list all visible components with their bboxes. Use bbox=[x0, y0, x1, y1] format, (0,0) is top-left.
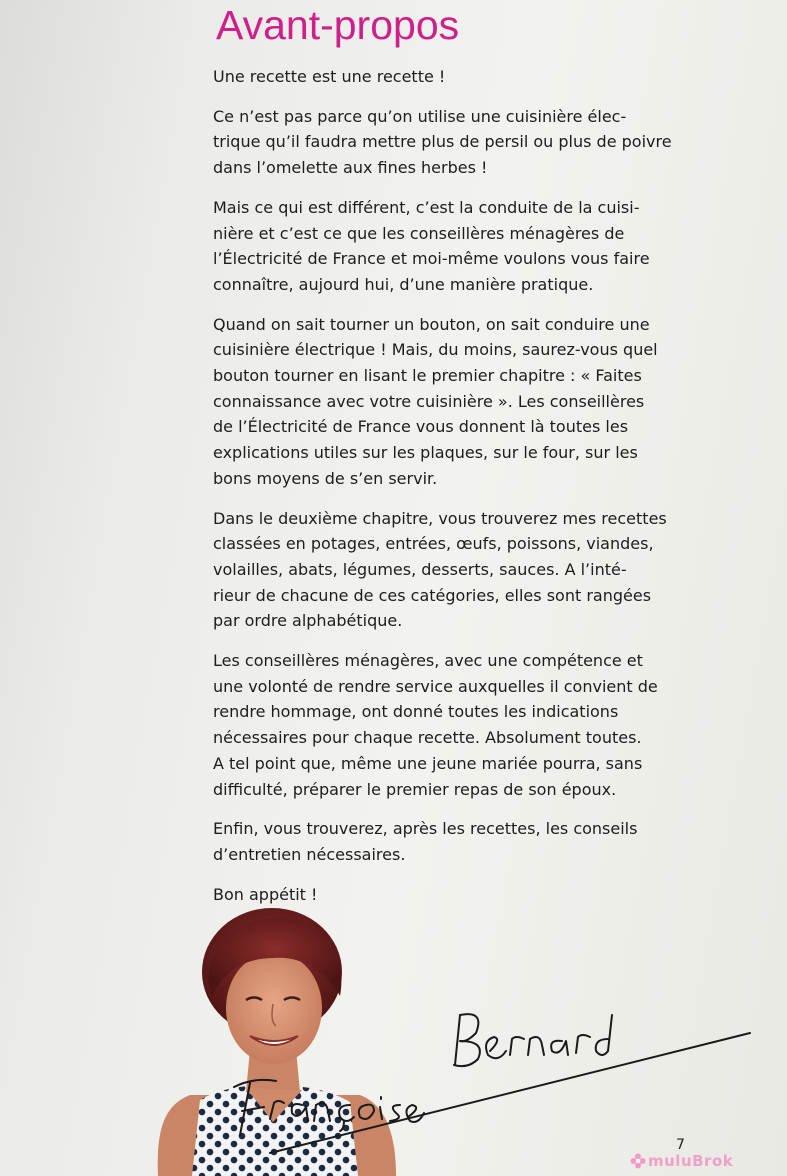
paragraph-7: Enfin, vous trouverez, après les recettes, les conseils d’entretien nécessaires. bbox=[213, 819, 638, 864]
watermark bbox=[630, 1150, 733, 1172]
paragraph-3: Mais ce qui est différent, c’est la conduite de la cuisi- nière et c’est ce que les conseillères ménagères de l’Électricité de France et moi-même voulons vous faire connaître, aujourd hui, d’une manière pratique. bbox=[213, 197, 650, 294]
page-number: 7 bbox=[676, 1137, 685, 1153]
paragraph-6: Les conseillères ménagères, avec une compétence et une volonté de rendre service auxquelles il convient de rendre hommage, ont donné toutes les indications nécessaires pour chaque recette. Absolument toutes. A tel point que, même une jeune mariée pourra, sans difficulté, préparer le premier repas de son époux. bbox=[213, 651, 658, 799]
paragraph-1: Une recette est une recette ! bbox=[213, 67, 446, 86]
paragraph-4: Quand on sait tourner un bouton, on sait conduire une cuisinière électrique ! Mais, du moins, saurez-vous quel bouton tourner en lisant le premier chapitre : « Faites connaissance avec votre cuisinière ». Les conseillères de l’Électricité de France vous donnent là toutes les explications utiles sur les plaques, sur le four, sur les bons moyens de s’en servir. bbox=[213, 314, 658, 488]
paragraph-5: Dans le deuxième chapitre, vous trouverez mes recettes classées en potages, entrées, œufs, poissons, viandes, volailles, abats, légumes, desserts, sauces. A l’inté- rieur de chacune de ces catégories, elles sont rangées par ordre alphabétique. bbox=[213, 508, 667, 631]
flower-icon bbox=[630, 1153, 646, 1169]
page-title: Avant-propos bbox=[216, 2, 460, 48]
watermark-text: muluBrok bbox=[648, 1152, 734, 1170]
foreword-text bbox=[213, 64, 705, 921]
paragraph-8: Bon appétit ! bbox=[213, 884, 318, 904]
paragraph-2: Ce n’est pas parce qu’on utilise une cuisinière élec- trique qu’il faudra mettre plus de persil ou plus de poivre dans l’omelette aux fines herbes ! bbox=[213, 106, 672, 178]
author-signature bbox=[210, 955, 770, 1155]
